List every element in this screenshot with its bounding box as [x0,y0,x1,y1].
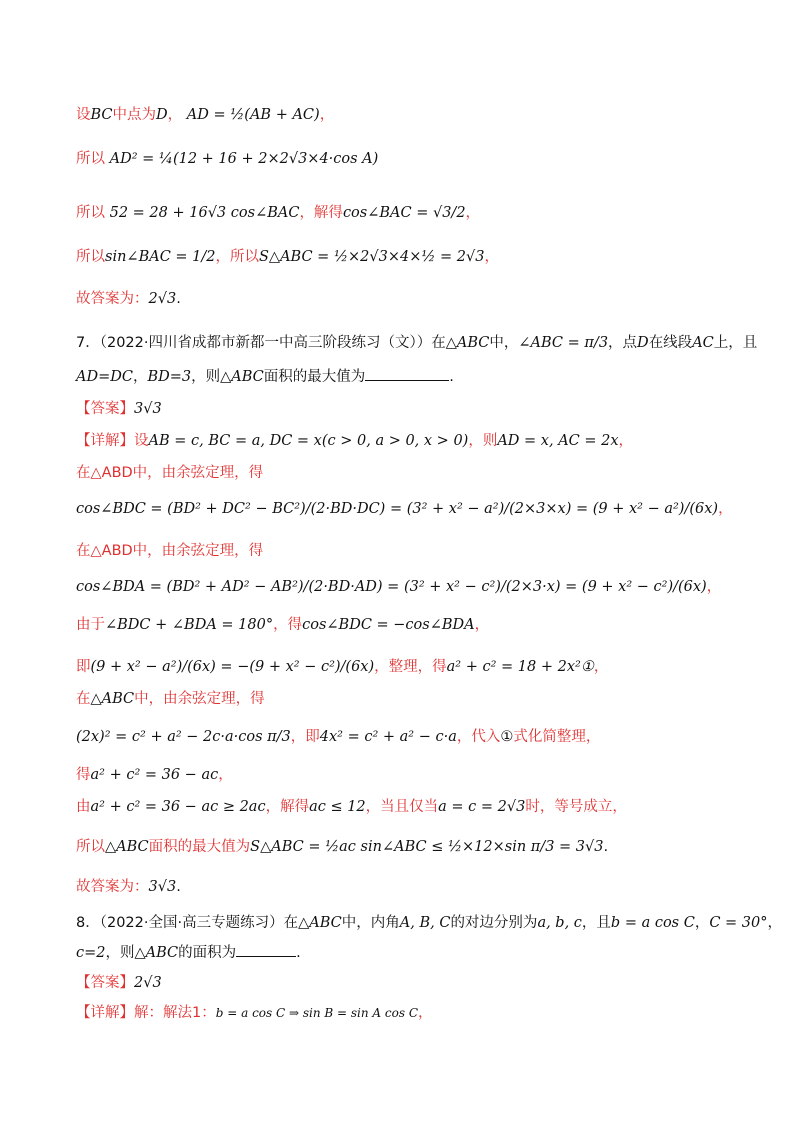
text: ，点 [608,335,638,351]
text: 设 [134,433,149,449]
text: ，解得 [299,205,343,221]
q7-detail-line-2: 在△ABD中，由余弦定理，得 [76,465,264,481]
text: 中，由余弦定理，得 [134,691,265,707]
text: 式化简整理， [513,729,601,745]
math: (2x)² = c² + a² − 2c·a·cos π/3 [76,729,291,745]
q7-stem-line-1 [76,332,760,354]
math: cos∠BDC = −cos∠BDA [302,617,475,633]
math: a² + c² = 36 − ac [90,767,219,783]
math: △ABC [220,369,264,385]
math: cos∠BDC = (BD² + DC² − BC²)/(2·BD·DC) = (3² + x² − a²)/(2×3×x) = (9 + x² − a²)/(6x) [76,501,719,517]
math: 3√3 [148,879,177,895]
text: 即 [76,659,91,675]
text: 由 [76,799,91,815]
q6-line-3 [76,202,760,224]
math: 3√3 [134,401,162,417]
math: b = a cos C ⇒ sin B = sin A cos C [215,1006,419,1020]
text: ，且 [581,915,611,931]
text: 故答案为： [76,879,149,895]
text: 设 [76,107,91,123]
text: ，代入 [456,729,501,745]
text: ， [218,767,233,783]
text: 上，且 [713,335,758,351]
q6-line-2 [76,148,760,170]
text: ， [167,107,183,123]
math: AD = x, AC = 2x [497,433,619,449]
text: ， [706,579,722,595]
q7-detail-line-1 [76,430,760,452]
math: sin∠BAC = 1/2 [105,249,216,265]
q7-detail-line-7 [76,656,760,678]
math: c=2 [76,945,106,961]
math: AB = c, BC = a, DC = x(c > 0, a > 0, x > 0) [148,433,469,449]
math: ∠BDC + ∠BDA = 180° [105,617,274,633]
text: 的对边分别为 [450,915,538,931]
text: . [176,291,181,307]
text: ，当且仅当 [365,799,439,815]
math: cos∠BDA = (BD² + AD² − AB²)/(2·BD·AD) = (3² + x² − c²)/(2×3·x) = (9 + x² − c²)/(6x) [76,579,707,595]
text: ，所以 [215,249,259,265]
q7-detail-line-11 [76,796,760,818]
text: ， [132,369,148,385]
q7-answer [76,398,760,420]
text: ， [694,915,710,931]
text: 中， [489,335,519,351]
text: ，即 [290,729,320,745]
q7-detail-line-9 [76,726,760,748]
text: ，得 [273,617,303,633]
answer-blank [236,942,296,957]
math: AC [692,335,714,351]
math: △ABC [90,691,135,707]
answer-label: 【答案】 [76,975,134,991]
math: C = 30° [709,915,768,931]
q7-detail-line-5 [76,576,760,598]
text: 8．（2022·全国·高三专题练习）在 [76,915,299,931]
math: AD=DC [76,369,133,385]
text: ， [767,915,782,931]
q7-detail-line-6 [76,614,760,636]
math: a, b, c [537,915,582,931]
text: 中，内角 [341,915,400,931]
math: S△ABC = ½×2√3×4×½ = 2√3 [259,249,485,265]
text: ，则 [105,945,135,961]
text: . [603,839,609,855]
q8-stem-line-1 [76,912,782,934]
text: 中点为 [112,107,157,123]
text: ， [618,433,634,449]
math: ac ≤ 12 [309,799,366,815]
math: A, B, C [399,915,451,931]
text: 时，等号成立， [525,799,627,815]
math: D [156,107,168,123]
q7-detail-line-13 [76,876,760,898]
math: BD=3 [147,369,192,385]
text: 故答案为： [76,291,149,307]
text: . [296,945,301,961]
math: a² + c² = 36 − ac ≥ 2ac [90,799,266,815]
text: 在 [76,691,91,707]
detail-label: 【详解】 [76,1005,134,1021]
text: . [449,369,454,385]
answer-label: 【答案】 [76,401,134,417]
math: △ABC [134,945,179,961]
math: cos∠BAC = √3/2 [342,205,466,221]
text: 所以 [76,839,105,855]
text: 得 [76,767,91,783]
q7-detail-line-3 [76,498,760,520]
text: ， [319,107,335,123]
math: △ABC [298,915,342,931]
q6-line-1 [76,104,760,126]
q7-detail-line-10 [76,764,760,786]
text: ， [484,249,499,265]
text: 所以 [76,151,105,167]
math: 2√3 [148,291,177,307]
math: AD = ½(AB + AC) [186,107,320,123]
text: . [176,879,181,895]
text: 由于 [76,617,105,633]
text: ， [474,617,490,633]
math: △ABC [445,335,490,351]
text: 所以 [76,249,105,265]
text: 在线段 [648,335,693,351]
text: 面积的最大值为 [263,369,366,385]
q6-line-5 [76,288,760,310]
q7-detail-line-12 [76,836,760,858]
text: ，则 [468,433,498,449]
math: AD² = ¼(12 + 16 + 2×2√3×4·cos A) [109,151,379,167]
text: 面积的最大值为 [148,839,251,855]
q7-detail-line-8 [76,688,760,710]
q8-answer [76,972,760,994]
text: ， [593,659,609,675]
q6-line-4 [76,246,760,268]
text: 7．（2022·四川省成都市新都一中高三阶段练习（文））在 [76,335,446,351]
detail-label: 【详解】 [76,433,134,449]
text: 的面积为 [178,945,237,961]
math: ∠ABC = π/3 [518,335,609,351]
text: ， [418,1005,433,1021]
text: ，则 [191,369,221,385]
q8-detail-line-1 [76,1002,760,1024]
math: 4x² = c² + a² − c·a [319,729,457,745]
math: 2√3 [134,975,162,991]
math: a = c = 2√3 [438,799,526,815]
answer-blank [365,366,449,381]
math: S△ABC = ½ac sin∠ABC ≤ ½×12×sin π/3 = 3√3 [250,839,604,855]
math: D [637,335,649,351]
text: ，整理，得 [374,659,447,675]
math: BC [90,107,113,123]
text: ， [718,501,733,517]
math: △ABC [105,839,149,855]
q8-stem-line-2 [76,942,760,964]
math: (9 + x² − a²)/(6x) = −(9 + x² − c²)/(6x) [90,659,375,675]
text: 所以 [76,205,105,221]
math: 52 = 28 + 16√3 cos∠BAC [109,205,300,221]
text: ， [465,205,481,221]
text: ① [500,729,514,745]
text: ，解得 [265,799,310,815]
text: 解：解法1： [134,1005,216,1021]
math: a² + c² = 18 + 2x²① [446,659,594,675]
q7-stem-line-2 [76,366,760,388]
q7-detail-line-4: 在△ABD中，由余弦定理，得 [76,543,264,559]
math: b = a cos C [610,915,695,931]
